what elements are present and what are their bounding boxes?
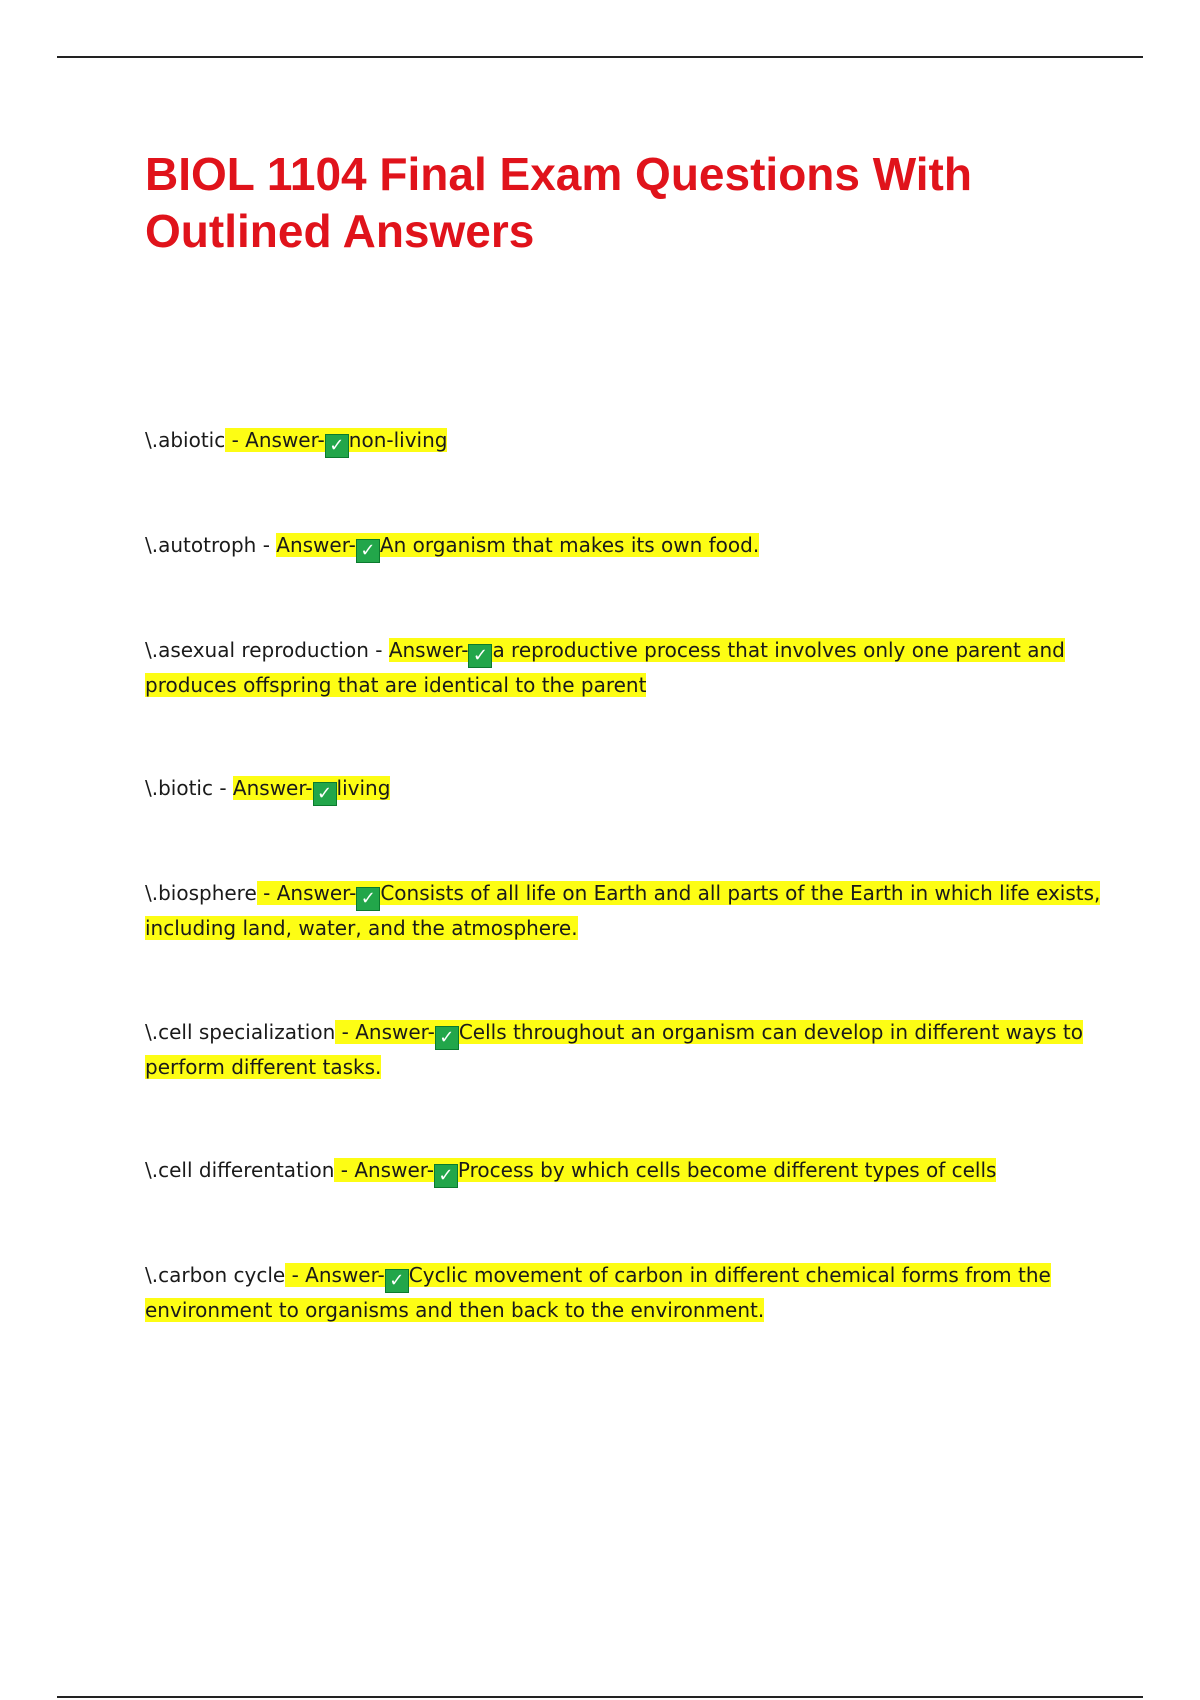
- qa-item-cell-differentation: [145, 1153, 1105, 1188]
- qa-item-biotic: \.biotic - Answer- ✓ living: [145, 776, 391, 804]
- qa-item-cell-specialization: [145, 1015, 1105, 1084]
- check-mark-icon: ✓: [468, 644, 492, 668]
- answer-highlight: - Answer- ✓ non-living: [225, 428, 448, 456]
- answer-highlight: - Answer- ✓ Consists of all life on Earth and all parts of the Earth in which life exists, including land, water, and the atmosphere.: [145, 881, 1101, 940]
- check-mark-icon: ✓: [356, 539, 380, 563]
- answer-text: a reproductive process that involves only one parent and produces offspring that are identical to the parent: [145, 638, 1065, 697]
- check-mark-icon: ✓: [356, 887, 380, 911]
- answer-highlight: - Answer- ✓ Cells throughout an organism can develop in different ways to perform different tasks.: [145, 1020, 1083, 1079]
- answer-text: non-living: [348, 428, 448, 452]
- answer-text: Consists of all life on Earth and all parts of the Earth in which life exists, including land, water, and the atmosphere.: [145, 881, 1101, 940]
- term: \.autotroph: [145, 533, 257, 557]
- answer-label: Answer-: [305, 1263, 385, 1287]
- term: \.abiotic: [145, 428, 226, 452]
- check-mark-icon: ✓: [435, 1026, 459, 1050]
- answer-text: Cells throughout an organism can develop in different ways to perform different tasks.: [145, 1020, 1083, 1079]
- answer-highlight: [276, 533, 760, 561]
- answer-text: Process by which cells become different types of cells: [457, 1158, 997, 1182]
- term: \.carbon cycle: [145, 1263, 286, 1287]
- answer-highlight: - Answer- ✓ Cyclic movement of carbon in different chemical forms from the environment to organisms and then back to the environment.: [145, 1263, 1051, 1322]
- check-mark-icon: ✓: [385, 1269, 409, 1293]
- answer-text: Cyclic movement of carbon in different chemical forms from the environment to organisms and then back to the environment.: [145, 1263, 1051, 1322]
- top-divider: [57, 56, 1143, 58]
- term: \.biotic: [145, 776, 213, 800]
- document-title: BIOL 1104 Final Exam Questions With Outlined Answers: [145, 148, 972, 257]
- answer-label: Answer-: [354, 1158, 434, 1182]
- answer-label: Answer-: [245, 428, 325, 452]
- bottom-divider: [57, 1696, 1143, 1698]
- answer-label: Answer-: [388, 638, 469, 662]
- answer-label: Answer-: [276, 533, 356, 557]
- term: \.cell specialization: [145, 1020, 336, 1044]
- check-mark-icon: ✓: [325, 434, 349, 458]
- check-mark-icon: ✓: [434, 1164, 458, 1188]
- answer-label: Answer-: [232, 776, 313, 800]
- term: \.biosphere: [145, 881, 257, 905]
- answer-label: Answer-: [355, 1020, 435, 1044]
- qa-item-carbon-cycle: [145, 1258, 1105, 1327]
- qa-item-abiotic: [145, 423, 1105, 458]
- answer-label: Answer-: [276, 881, 357, 905]
- term: \.asexual reproduction: [145, 638, 369, 662]
- qa-item-autotroph: \.autotroph - Answer- ✓ An organism that makes its own food.: [145, 533, 760, 561]
- qa-item-biosphere: [145, 876, 1105, 945]
- answer-highlight: [232, 776, 391, 804]
- check-mark-icon: ✓: [313, 782, 337, 806]
- answer-text: living: [336, 776, 391, 800]
- answer-text: An organism that makes its own food.: [379, 533, 760, 557]
- answer-highlight: - Answer- ✓ Process by which cells become different types of cells: [334, 1158, 997, 1186]
- qa-item-asexual-reproduction: \.asexual reproduction - Answer- ✓ a reproductive process that involves only one parent and produces offspring that are identical to the parent: [145, 638, 1065, 697]
- term: \.cell differentation: [145, 1158, 335, 1182]
